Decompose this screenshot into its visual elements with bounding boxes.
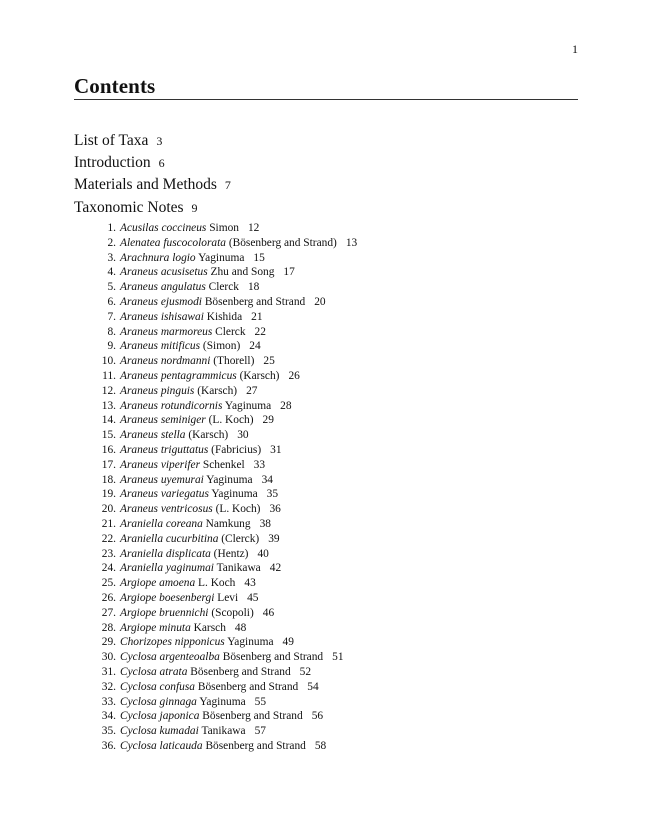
entry-page: 40 [257, 547, 269, 560]
heading-rule [74, 99, 578, 100]
entry-number: 12. [101, 384, 116, 397]
entry-number: 23. [101, 547, 116, 560]
author-name: (Simon) [202, 340, 241, 353]
section-page: 9 [191, 200, 198, 215]
scientific-name: Cyclosa kumadai [120, 725, 199, 738]
section-title: Materials and Methods [74, 176, 217, 194]
author-name: (Hentz) [213, 547, 249, 560]
scientific-name: Argiope minuta [120, 621, 191, 634]
toc-entry[interactable] [92, 473, 357, 488]
entry-page: 22 [254, 325, 266, 338]
section-page: 6 [158, 156, 165, 171]
entry-number: 2. [107, 236, 116, 249]
entry-page: 36 [269, 503, 281, 516]
toc-entry[interactable] [92, 251, 357, 266]
entry-page: 54 [307, 680, 319, 693]
toc-section[interactable] [74, 130, 231, 152]
entry-number: 4. [107, 266, 116, 279]
scientific-name: Cyclosa argenteoalba [120, 651, 220, 664]
entry-number: 35. [101, 725, 116, 738]
toc-entry[interactable] [92, 265, 357, 280]
toc-entry[interactable] [92, 221, 357, 236]
scientific-name: Acusilas coccineus [120, 222, 207, 234]
scientific-name: Araneus ventricosus [120, 503, 213, 516]
entry-page: 13 [345, 236, 358, 249]
toc-entry[interactable] [92, 532, 357, 547]
toc-entry[interactable] [92, 576, 357, 591]
entry-page: 57 [254, 725, 266, 738]
author-name: Karsch [193, 621, 226, 634]
scientific-name: Araneus pinguis [120, 384, 195, 397]
entry-number: 25. [101, 577, 116, 590]
entry-page: 30 [237, 429, 249, 442]
author-name: Yaginuma [224, 399, 272, 412]
scientific-name: Cyclosa laticauda [120, 739, 203, 752]
author-name: (Scopoli) [211, 606, 254, 619]
entry-number: 26. [101, 591, 116, 604]
entry-page: 43 [244, 577, 256, 590]
toc-entry[interactable] [92, 236, 357, 251]
entry-number: 31. [101, 665, 116, 678]
entry-number: 28. [101, 621, 116, 634]
author-name: Bösenberg and Strand [202, 710, 303, 723]
entry-number: 13. [101, 399, 116, 412]
entry-page: 34 [261, 473, 273, 486]
entry-page: 26 [288, 369, 300, 382]
scientific-name: Argiope boesenbergi [120, 591, 215, 604]
scientific-name: Araneus triguttatus [120, 443, 209, 456]
entry-number: 32. [101, 680, 116, 693]
author-name: Tanikawa [201, 725, 246, 738]
author-name: Yaginuma [199, 695, 246, 708]
scientific-name: Cyclosa japonica [120, 710, 200, 723]
scientific-name: Araneus variegatus [120, 488, 209, 501]
entry-number: 27. [101, 606, 116, 619]
entry-number: 8. [107, 325, 116, 338]
entry-page: 15 [253, 251, 265, 264]
author-name: Clerck [215, 325, 246, 338]
entry-number: 20. [101, 503, 116, 516]
entry-number: 30. [101, 651, 116, 664]
scientific-name: Araneus viperifer [120, 458, 201, 471]
entry-page: 49 [282, 636, 294, 649]
author-name: (Clerck) [221, 532, 260, 545]
scientific-name: Araneus rotundicornis [120, 399, 223, 412]
author-name: Bösenberg and Strand [204, 295, 306, 308]
toc-entry[interactable] [92, 369, 357, 384]
author-name: L. Koch [198, 577, 236, 590]
section-page: 3 [156, 134, 163, 148]
scientific-name: Argiope amoena [120, 577, 196, 590]
entry-page: 31 [270, 443, 282, 456]
entry-number: 15. [101, 429, 116, 442]
toc-entry[interactable] [92, 680, 357, 695]
toc-entry[interactable] [92, 739, 357, 754]
entry-page: 25 [263, 355, 275, 368]
author-name: (L. Koch) [215, 503, 261, 516]
entry-page: 18 [247, 281, 260, 294]
entry-page: 38 [259, 517, 271, 530]
scientific-name: Araneus marmoreus [120, 325, 213, 338]
author-name: Bösenberg and Strand [222, 651, 324, 664]
author-name: Zhu and Song [210, 266, 275, 279]
entry-number: 7. [107, 310, 116, 323]
entry-page: 42 [269, 562, 282, 575]
entry-number: 22. [101, 532, 116, 545]
entry-number: 34. [101, 710, 116, 723]
entry-page: 56 [311, 710, 324, 723]
entry-page: 24 [249, 340, 261, 353]
author-name: Yaginuma [198, 251, 245, 264]
entry-number: 6. [107, 295, 116, 308]
author-name: Yaginuma [206, 473, 253, 486]
author-name: Bösenberg and Strand [205, 739, 306, 752]
contents-heading: Contents [74, 74, 156, 98]
entry-page: 21 [251, 310, 263, 323]
entry-page: 58 [314, 739, 327, 752]
toc-section[interactable] [74, 174, 231, 196]
entry-number: 17. [101, 458, 116, 471]
toc-entry[interactable] [92, 384, 357, 399]
scientific-name: Araniella cucurbitina [120, 532, 219, 545]
toc-section[interactable] [74, 152, 231, 174]
toc-entry[interactable] [92, 280, 357, 295]
scientific-name: Araneus pentagrammicus [120, 369, 237, 382]
scientific-name: Araneus ishisawai [120, 310, 204, 323]
entry-page: 28 [280, 399, 292, 412]
scientific-name: Araneus mitificus [120, 340, 201, 353]
scientific-name: Araneus angulatus [120, 281, 206, 294]
scientific-name: Argiope bruennichi [120, 606, 209, 619]
author-name: (Bösenberg and Strand) [228, 236, 337, 249]
author-name: Clerck [208, 281, 239, 294]
entry-page: 48 [234, 621, 247, 634]
toc-entry[interactable] [92, 621, 357, 636]
toc-entry[interactable] [92, 443, 357, 458]
section-list [74, 130, 231, 219]
scientific-name: Araniella yaginumai [120, 562, 214, 575]
scientific-name: Araneus ejusmodi [120, 295, 202, 308]
author-name: (Fabricius) [211, 443, 262, 456]
author-name: Levi [217, 591, 239, 604]
entry-page: 20 [314, 295, 326, 308]
scientific-name: Araneus nordmanni [120, 355, 211, 368]
author-name: (L. Koch) [208, 414, 254, 427]
toc-entry[interactable] [92, 399, 357, 414]
scientific-name: Araneus seminiger [120, 414, 206, 427]
scientific-name: Araniella coreana [120, 517, 203, 530]
toc-entry[interactable] [92, 310, 357, 325]
author-name: (Karsch) [188, 429, 229, 442]
author-name: Schenkel [202, 458, 245, 471]
entry-page: 51 [332, 651, 344, 664]
entry-number: 19. [101, 488, 116, 501]
entry-page: 12 [247, 222, 260, 234]
entry-page: 39 [268, 532, 280, 545]
author-name: Kishida [206, 310, 243, 323]
toc-entry[interactable] [92, 354, 357, 369]
scientific-name: Alenatea fuscocolorata [120, 236, 226, 249]
toc-entry[interactable] [92, 325, 357, 340]
entry-page: 27 [246, 384, 258, 397]
toc-entry[interactable] [92, 591, 357, 606]
author-name: (Karsch) [239, 369, 280, 382]
scientific-name: Cyclosa ginnaga [120, 695, 197, 708]
entry-number: 10. [101, 355, 116, 368]
toc-entry[interactable] [92, 650, 357, 665]
scientific-name: Araniella displicata [120, 547, 211, 560]
entry-page: 45 [247, 591, 259, 604]
scientific-name: Cyclosa atrata [120, 665, 188, 678]
author-name: Bösenberg and Strand [190, 665, 291, 678]
page-number: 1 [572, 42, 578, 56]
entry-page: 46 [262, 606, 275, 619]
scientific-name: Chorizopes nipponicus [120, 636, 225, 649]
scientific-name: Araneus uyemurai [120, 473, 204, 486]
toc-entry[interactable] [92, 665, 357, 680]
entry-number: 3. [107, 251, 116, 264]
toc-entry[interactable] [92, 413, 357, 428]
entry-number: 18. [101, 473, 116, 486]
entry-number: 33. [101, 695, 116, 708]
scientific-name: Cyclosa confusa [120, 680, 195, 693]
entry-number: 29. [101, 636, 116, 649]
toc-entry[interactable] [92, 458, 357, 473]
author-name: (Karsch) [197, 384, 238, 397]
toc-entry[interactable] [92, 517, 357, 532]
entry-number: 14. [101, 414, 116, 427]
section-title: Introduction [74, 154, 151, 172]
entry-page: 52 [299, 665, 312, 678]
taxon-entry-list [92, 221, 357, 754]
toc-entry[interactable] [92, 695, 357, 710]
author-name: Namkung [205, 517, 251, 530]
scientific-name: Araneus acusisetus [120, 266, 208, 279]
toc-entry[interactable] [92, 709, 357, 724]
toc-entry[interactable] [92, 502, 357, 517]
author-name: Bösenberg and Strand [197, 680, 299, 693]
toc-entry[interactable] [92, 724, 357, 739]
author-name: Simon [209, 222, 239, 234]
scientific-name: Arachnura logio [120, 251, 196, 264]
author-name: Tanikawa [216, 562, 261, 575]
entry-number: 11. [102, 369, 116, 382]
entry-number: 16. [101, 443, 116, 456]
entry-number: 1. [107, 222, 116, 234]
toc-entry[interactable] [92, 295, 357, 310]
section-title: List of Taxa [74, 132, 149, 149]
toc-entry[interactable] [92, 635, 357, 650]
entry-number: 36. [101, 739, 116, 752]
entry-page: 33 [253, 458, 266, 471]
entry-number: 21. [101, 517, 116, 530]
toc-section[interactable] [74, 197, 231, 219]
entry-page: 29 [262, 414, 274, 427]
toc-entry[interactable] [92, 428, 357, 443]
section-title: Taxonomic Notes [74, 198, 184, 216]
author-name: Yaginuma [227, 636, 274, 649]
author-name: (Thorell) [213, 355, 255, 368]
entry-number: 9. [107, 340, 116, 353]
entry-number: 5. [107, 281, 116, 294]
entry-page: 35 [266, 488, 279, 501]
toc-entry[interactable] [92, 339, 357, 354]
entry-page: 17 [283, 266, 295, 279]
section-page: 7 [224, 178, 231, 193]
toc-entry[interactable] [92, 547, 357, 562]
toc-entry[interactable] [92, 606, 357, 621]
author-name: Yaginuma [211, 488, 258, 501]
entry-page: 55 [254, 695, 267, 708]
entry-number: 24. [101, 562, 116, 575]
toc-entry[interactable] [92, 487, 357, 502]
scientific-name: Araneus stella [120, 429, 186, 442]
toc-entry[interactable] [92, 561, 357, 576]
